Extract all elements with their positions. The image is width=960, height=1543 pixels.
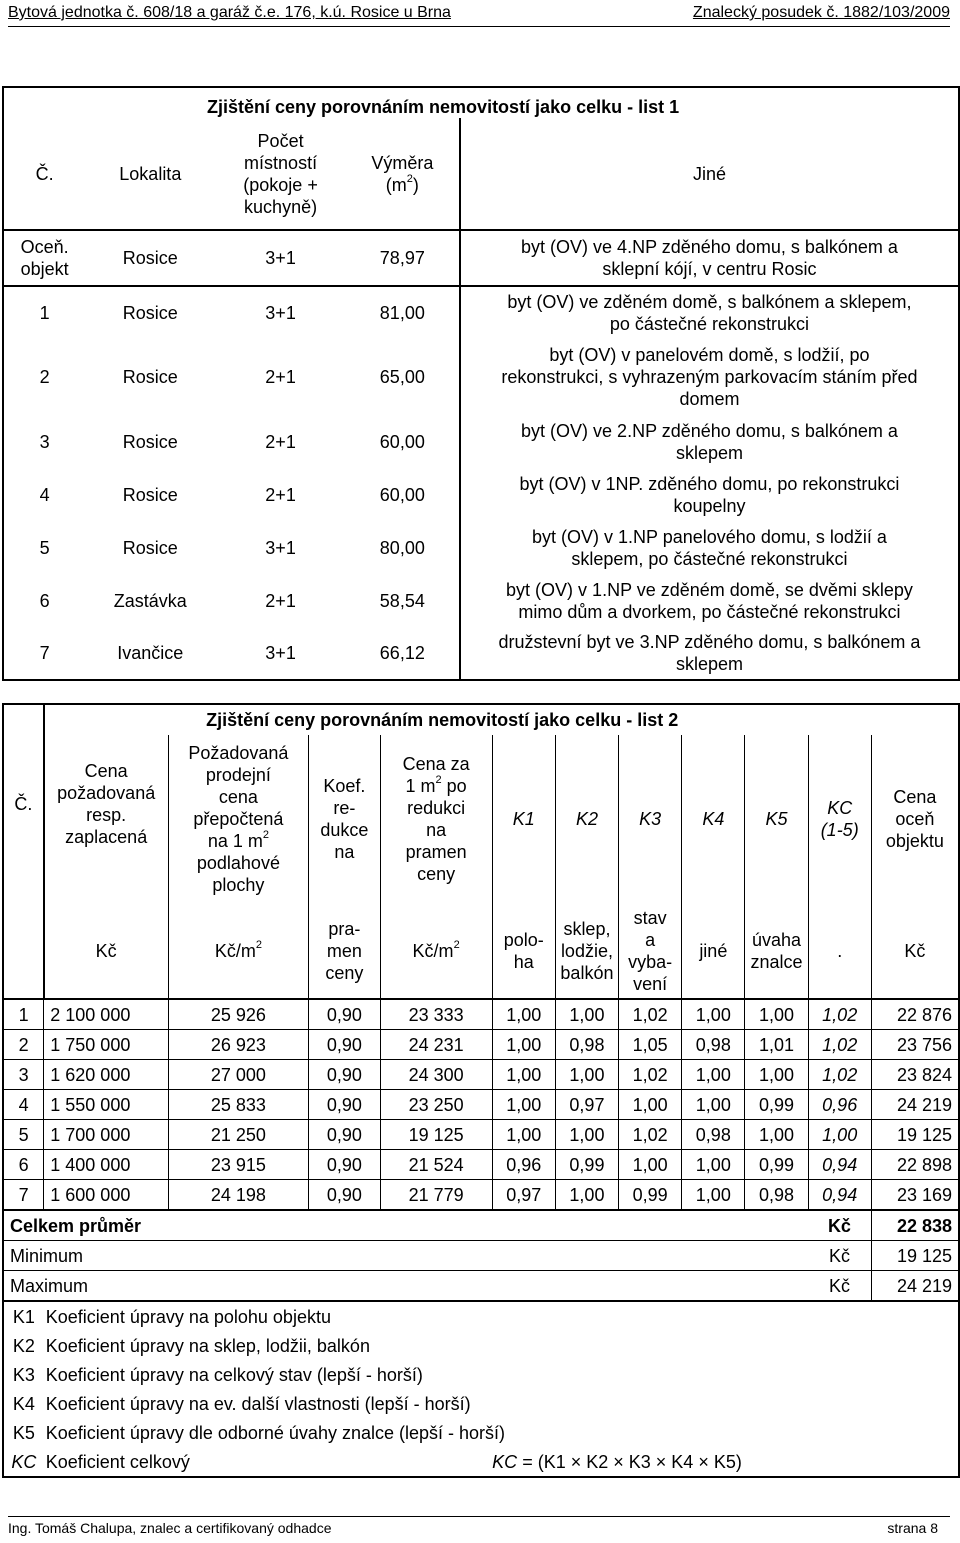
unit-part: (m [385, 174, 407, 195]
list2-cell-k1: 0,96 [492, 1150, 555, 1180]
hdr-part: po [441, 776, 467, 796]
list2-cell-ocen: 22 898 [871, 1150, 959, 1180]
summary-value: 22 838 [871, 1210, 959, 1241]
list2-row [3, 1150, 959, 1180]
hdr-line: zaplacená [65, 827, 148, 847]
hdr-line: přepočtená [193, 809, 284, 829]
legend-text: Koeficient úpravy dle odborné úvahy znalce (lepší - horší) [45, 1422, 506, 1443]
list2-cell-m2: 26 923 [168, 1030, 309, 1060]
header-title: Bytová jednotka č. 608/18 a garáž č.e. 176, k.ú. Rosice u Brna [8, 4, 451, 21]
unit-line: vení [633, 973, 668, 994]
unit-k5 [745, 903, 808, 999]
unit-line: a [645, 929, 656, 950]
list2-cell-ocen: 23 169 [871, 1180, 959, 1211]
list2-cell-k1: 1,00 [492, 1120, 555, 1150]
list2-cell-k4: 0,98 [682, 1120, 745, 1150]
list2-cell-red: 24 300 [380, 1060, 492, 1090]
list1-row-vymera: 60,00 [379, 484, 425, 505]
unit-sup: 2 [255, 938, 262, 951]
summary-label: Minimum [3, 1241, 808, 1271]
list2-cell-k5: 1,00 [745, 999, 808, 1030]
unit-k3 [619, 903, 682, 999]
hdr-line: Požadovaná [188, 743, 289, 763]
hdr-line: na [334, 842, 355, 862]
list2-row [3, 999, 959, 1030]
list1-row-jine-line: byt (OV) ve 2.NP zděného domu, s balkónem a [521, 420, 898, 441]
list1-header-jine: Jiné [460, 118, 959, 230]
list1-row-lokalita: Ivančice [117, 643, 184, 663]
list2-cell-k4: 0,98 [682, 1030, 745, 1060]
list2-header-cena-ocen [871, 735, 959, 903]
list2-header-koef [309, 735, 380, 903]
list1-row-jine-line: sklepem, po částečné rekonstrukci [571, 548, 848, 569]
list1-subject-row [3, 230, 959, 286]
comparison-table-list-1 [2, 86, 960, 681]
list2-cell-koef: 0,90 [309, 1120, 380, 1150]
list2-cell-cena: 1 550 000 [44, 1090, 168, 1120]
subject-jine-line: byt (OV) ve 4.NP zděného domu, s balkónem a [521, 237, 898, 257]
list2-cell-c: 5 [3, 1120, 44, 1150]
subject-lokalita: Rosice [85, 230, 215, 286]
legend-code: K3 [12, 1364, 35, 1385]
formula-kc: KC [492, 1451, 518, 1472]
list1-row-lokalita: Rosice [122, 431, 178, 452]
unit-k1 [492, 903, 555, 999]
list2-cell-cena: 1 620 000 [44, 1060, 168, 1090]
list1-row [3, 468, 959, 521]
hdr-line: cena [218, 787, 258, 807]
footer-page-number: strana 8 [887, 1520, 938, 1536]
list2-cell-m2: 21 250 [168, 1120, 309, 1150]
legend-text: Koeficient úpravy na celkový stav (lepší - horší) [45, 1364, 423, 1385]
list2-cell-koef: 0,90 [309, 1060, 380, 1090]
list1-row-lokalita: Zastávka [113, 590, 187, 611]
unit-part: Kč/m [412, 940, 454, 961]
summary-unit: Kč [808, 1271, 871, 1302]
list1-row [3, 286, 959, 339]
unit-ocen: Kč [871, 903, 959, 999]
unit-line: balkón [560, 962, 614, 983]
legend-text: Koeficient celkový [45, 1451, 190, 1472]
unit-part: Kč/m [214, 940, 256, 961]
list1-row-jine-line: koupelny [673, 495, 746, 516]
header-report-number: Znalecký posudek č. 1882/103/2009 [692, 4, 950, 21]
hdr-line: oceň [895, 809, 935, 829]
unit-line: polo- [503, 929, 544, 950]
list2-cell-k5: 1,00 [745, 1120, 808, 1150]
list1-row-vymera: 60,00 [379, 431, 425, 452]
hdr-line: (1-5) [820, 820, 859, 840]
subject-vymera: 78,97 [346, 230, 460, 286]
unit-c [3, 903, 44, 999]
legend-code: KC [11, 1451, 37, 1472]
list1-row-c: 4 [39, 484, 50, 505]
list2-cell-ocen: 22 876 [871, 999, 959, 1030]
list2-cell-k4: 1,00 [682, 1150, 745, 1180]
list1-row-jine-line: byt (OV) v 1.NP panelového domu, s lodžií a [532, 526, 887, 547]
legend-text: Koeficient úpravy na ev. další vlastnosti (lepší - horší) [45, 1393, 471, 1414]
list2-row [3, 1060, 959, 1090]
list1-row-jine [460, 339, 959, 415]
unit-kcm2-red [380, 903, 492, 999]
summary-unit: Kč [808, 1241, 871, 1271]
list2-cell-k5: 1,00 [745, 1060, 808, 1090]
hdr-sup: 2 [435, 774, 442, 786]
hdr-line: prodejní [205, 765, 271, 785]
list2-cell-red: 19 125 [380, 1120, 492, 1150]
list2-units-row [3, 903, 959, 999]
list2-cell-k1: 1,00 [492, 1030, 555, 1060]
list1-row-jine-line: byt (OV) v 1NP. zděného domu, po rekonstrukci [519, 473, 900, 494]
list1-row-jine [460, 574, 959, 627]
list1-row-c: 6 [39, 590, 50, 611]
list2-cell-c: 2 [3, 1030, 44, 1060]
subject-c [3, 230, 85, 286]
unit-line: stav [633, 907, 667, 928]
list1-header-lokalita: Lokalita [85, 118, 215, 230]
list2-cell-red: 21 779 [380, 1180, 492, 1211]
list2-cell-k2: 1,00 [555, 1180, 618, 1211]
list2-cell-k5: 0,99 [745, 1150, 808, 1180]
list1-row-c: 5 [39, 537, 50, 558]
hdr-line: re- [333, 798, 356, 818]
list2-header-pozadovana [168, 735, 309, 903]
legend-row [3, 1331, 959, 1360]
list1-row-pocet: 2+1 [265, 431, 296, 452]
list2-cell-c: 7 [3, 1180, 44, 1211]
unit-line: ceny [325, 962, 364, 983]
list2-cell-k2: 0,98 [555, 1030, 618, 1060]
footer-author: Ing. Tomáš Chalupa, znalec a certifikovaný odhadce [8, 1520, 332, 1536]
hdr-line: Cena za [402, 754, 470, 774]
hdr-sup: 2 [262, 829, 269, 841]
list1-row-jine [460, 627, 959, 680]
legend-row [3, 1360, 959, 1389]
list2-cell-koef: 0,90 [309, 999, 380, 1030]
list2-summary-row [3, 1210, 959, 1241]
list2-cell-k5: 1,01 [745, 1030, 808, 1060]
list2-cell-k2: 1,00 [555, 1120, 618, 1150]
list2-cell-cena: 1 600 000 [44, 1180, 168, 1211]
legend-code: K5 [12, 1422, 35, 1443]
list2-cell-k3: 1,02 [619, 999, 682, 1030]
list1-header-vymera-unit [346, 174, 459, 196]
list2-cell-koef: 0,90 [309, 1030, 380, 1060]
list2-cell-k3: 1,02 [619, 1060, 682, 1090]
list1-row-vymera: 58,54 [379, 590, 425, 611]
hdr-line: ceny [417, 864, 456, 884]
legend-text: Koeficient úpravy na polohu objektu [44, 1301, 959, 1331]
list2-summary-row [3, 1241, 959, 1271]
list2-title: Zjištění ceny porovnáním nemovitostí jako celku - list 2 [206, 710, 679, 730]
summary-label: Maximum [3, 1271, 808, 1302]
list2-row [3, 1180, 959, 1211]
unit-line: lodžie, [560, 940, 613, 961]
subject-jine [460, 230, 959, 286]
list2-cell-m2: 25 833 [168, 1090, 309, 1120]
footer-rule [8, 1516, 950, 1517]
summary-value: 19 125 [871, 1241, 959, 1271]
hdr-line: plochy [212, 875, 265, 895]
list2-cell-koef: 0,90 [309, 1090, 380, 1120]
list2-cell-ocen: 24 219 [871, 1090, 959, 1120]
unit-sup: 2 [453, 938, 460, 951]
legend-row-kc [3, 1447, 959, 1477]
summary-unit: Kč [808, 1210, 871, 1241]
hdr-line: podlahové [196, 853, 280, 873]
list2-cell-cena: 1 400 000 [44, 1150, 168, 1180]
list2-cell-cena: 2 100 000 [44, 999, 168, 1030]
list1-row-jine-line: domem [679, 389, 740, 409]
hdr-line: požadovaná [57, 783, 156, 803]
list1-row-jine [460, 468, 959, 521]
list2-cell-k5: 0,99 [745, 1090, 808, 1120]
list2-cell-kc: 0,94 [808, 1180, 871, 1211]
list1-row-jine-line: sklepem [675, 442, 743, 463]
legend-code: K2 [12, 1335, 35, 1356]
list1-row-vymera: 81,00 [379, 303, 425, 323]
list2-header-k3: K3 [619, 735, 682, 903]
list1-row-pocet: 2+1 [265, 367, 296, 387]
list2-row [3, 1090, 959, 1120]
list2-cell-ocen: 23 756 [871, 1030, 959, 1060]
legend-code: K1 [3, 1301, 44, 1331]
list2-cell-koef: 0,90 [309, 1180, 380, 1211]
list1-row-jine-line: sklepem [675, 654, 743, 674]
header-rule [8, 26, 950, 27]
list1-row [3, 627, 959, 680]
list2-cell-k1: 0,97 [492, 1180, 555, 1211]
hdr-line: KC [827, 798, 853, 818]
subject-pocet: 3+1 [215, 230, 345, 286]
list2-cell-m2: 27 000 [168, 1060, 309, 1090]
hdr-line: dukce [320, 820, 369, 840]
list1-header-pocet [215, 118, 345, 230]
list2-cell-k1: 1,00 [492, 1060, 555, 1090]
list1-title: Zjištění ceny porovnáním nemovitostí jako celku - list 1 [207, 97, 680, 117]
unit-k2 [555, 903, 618, 999]
list1-row-pocet: 3+1 [265, 537, 296, 558]
list1-row-jine-line: rekonstrukci, s vyhrazeným parkovacím stáním před [501, 367, 918, 387]
list2-cell-kc: 1,02 [808, 1060, 871, 1090]
unit-part: ) [412, 174, 419, 195]
unit-k4: jiné [682, 903, 745, 999]
list2-cell-k4: 1,00 [682, 1090, 745, 1120]
list1-row [3, 415, 959, 468]
list2-cell-k2: 1,00 [555, 999, 618, 1030]
list2-cell-k4: 1,00 [682, 1180, 745, 1211]
list1-row-lokalita: Rosice [122, 303, 178, 323]
list2-cell-m2: 25 926 [168, 999, 309, 1030]
list2-cell-k1: 1,00 [492, 1090, 555, 1120]
list1-header-vymera [346, 118, 460, 230]
list2-cell-m2: 24 198 [168, 1180, 309, 1211]
list2-cell-cena: 1 750 000 [44, 1030, 168, 1060]
legend-row [3, 1389, 959, 1418]
subject-c-line: Oceň. [20, 237, 69, 257]
hdr-line: Cena [84, 761, 128, 781]
list1-row-jine [460, 521, 959, 574]
unit-pramen [309, 903, 380, 999]
formula-expression: = (K1 × K2 × K3 × K4 × K5) [522, 1451, 742, 1472]
list2-cell-red: 23 250 [380, 1090, 492, 1120]
list2-cell-k3: 1,02 [619, 1120, 682, 1150]
list2-cell-k2: 1,00 [555, 1060, 618, 1090]
list1-row-lokalita: Rosice [122, 484, 178, 505]
list2-header-kc [808, 735, 871, 903]
hdr-line: objektu [885, 831, 944, 851]
list1-header-pocet-line: místností [244, 152, 318, 173]
list1-row-pocet: 2+1 [265, 590, 296, 611]
list1-header-pocet-line: Počet [257, 130, 304, 151]
hdr-line: resp. [86, 805, 127, 825]
unit-kcm2 [168, 903, 309, 999]
unit-line: znalce [750, 951, 803, 972]
list2-cell-ocen: 23 824 [871, 1060, 959, 1090]
list2-header-cena [44, 704, 168, 903]
legend-row [3, 1301, 959, 1331]
list1-row-jine [460, 286, 959, 339]
list1-row-lokalita: Rosice [122, 537, 178, 558]
list1-row [3, 574, 959, 627]
list2-cell-c: 4 [3, 1090, 44, 1120]
list1-row-jine [460, 415, 959, 468]
summary-label: Celkem průměr [3, 1210, 808, 1241]
subject-jine-line: sklepní kójí, v centru Rosic [602, 259, 817, 279]
list1-row-vymera: 80,00 [379, 537, 425, 558]
hdr-line: redukci [407, 798, 466, 818]
list1-row-c: 7 [39, 643, 50, 663]
list1-row-jine-line: byt (OV) ve zděném domě, s balkónem a sklepem, [507, 292, 912, 312]
list2-cell-k5: 0,98 [745, 1180, 808, 1211]
unit-kc15: . [808, 903, 871, 999]
list2-cell-koef: 0,90 [309, 1150, 380, 1180]
list2-cell-red: 23 333 [380, 999, 492, 1030]
list2-cell-red: 24 231 [380, 1030, 492, 1060]
list2-cell-c: 6 [3, 1150, 44, 1180]
list2-cell-k2: 0,97 [555, 1090, 618, 1120]
list2-header-cena-za-m2 [380, 735, 492, 903]
legend-formula [492, 1447, 959, 1477]
list2-header-k5: K5 [745, 735, 808, 903]
list2-cell-k2: 0,99 [555, 1150, 618, 1180]
list2-row [3, 1030, 959, 1060]
list2-row [3, 1120, 959, 1150]
unit-line: úvaha [751, 929, 802, 950]
hdr-part: 1 m [405, 776, 436, 796]
hdr-line: na [426, 820, 447, 840]
list2-summary-row [3, 1271, 959, 1302]
unit-line: men [326, 940, 362, 961]
list2-cell-c: 3 [3, 1060, 44, 1090]
list2-header-k4: K4 [682, 735, 745, 903]
list1-row-vymera: 65,00 [379, 367, 425, 387]
list1-row-jine-line: byt (OV) v panelovém domě, s lodžií, po [549, 345, 870, 365]
unit-line: pra- [328, 918, 361, 939]
legend-code: K4 [12, 1393, 35, 1414]
list2-cell-k4: 1,00 [682, 999, 745, 1030]
list2-cell-kc: 0,96 [808, 1090, 871, 1120]
list1-row-pocet: 2+1 [265, 484, 296, 505]
list2-header-c: Č. [14, 794, 33, 814]
list2-header-k1: K1 [492, 735, 555, 903]
hdr-line: Koef. [323, 776, 366, 796]
hdr-part: na 1 m [207, 831, 263, 851]
list2-cell-kc: 0,94 [808, 1150, 871, 1180]
hdr-line: Cena [893, 787, 937, 807]
list1-row-jine-line: družstevní byt ve 3.NP zděného domu, s balkónem a [498, 632, 921, 652]
unit-sup: 2 [406, 172, 413, 185]
legend-row [3, 1418, 959, 1447]
hdr-line [381, 775, 492, 797]
list1-header-pocet-line: kuchyně) [244, 196, 318, 217]
list1-row-pocet: 3+1 [265, 643, 296, 663]
list1-row-c: 3 [39, 431, 50, 452]
list2-cell-kc: 1,02 [808, 1030, 871, 1060]
unit-line: ha [513, 951, 534, 972]
list2-cell-kc: 1,00 [808, 1120, 871, 1150]
unit-line: sklep, [563, 918, 611, 939]
list1-header-vymera-label: Výměra [371, 152, 434, 173]
hdr-line [169, 830, 309, 852]
summary-value: 24 219 [871, 1271, 959, 1302]
list2-cell-k3: 1,00 [619, 1150, 682, 1180]
list1-header-pocet-line: (pokoje + [243, 174, 318, 195]
list1-row [3, 339, 959, 415]
unit-line: vyba- [628, 951, 673, 972]
comparison-table-list-2 [2, 703, 960, 1478]
list2-cell-m2: 23 915 [168, 1150, 309, 1180]
list2-cell-kc: 1,02 [808, 999, 871, 1030]
list2-cell-k1: 1,00 [492, 999, 555, 1030]
list2-cell-k3: 0,99 [619, 1180, 682, 1211]
hdr-line: pramen [405, 842, 467, 862]
list1-row-c: 1 [39, 303, 50, 323]
subject-c-line: objekt [20, 259, 69, 279]
list2-header-k2: K2 [555, 735, 618, 903]
page-header [8, 4, 950, 24]
list1-row-vymera: 66,12 [379, 643, 425, 663]
list1-row-c: 2 [39, 367, 50, 387]
list1-row-jine-line: mimo dům a dvorkem, po částečné rekonstrukci [518, 601, 901, 622]
list2-cell-c: 1 [3, 999, 44, 1030]
list2-cell-k4: 1,00 [682, 1060, 745, 1090]
list1-row-pocet: 3+1 [265, 303, 296, 323]
list1-row [3, 521, 959, 574]
legend-text: Koeficient úpravy na sklep, lodžii, balkón [45, 1335, 370, 1356]
list2-cell-ocen: 19 125 [871, 1120, 959, 1150]
unit-cena: Kč [44, 903, 168, 999]
list2-cell-cena: 1 700 000 [44, 1120, 168, 1150]
list1-row-jine-line: po částečné rekonstrukci [609, 314, 810, 334]
list2-cell-k3: 1,05 [619, 1030, 682, 1060]
list1-header-c: Č. [3, 118, 85, 230]
list1-row-jine-line: byt (OV) v 1.NP ve zděném domě, se dvěmi sklepy [506, 579, 913, 600]
list2-cell-k3: 1,00 [619, 1090, 682, 1120]
list2-cell-red: 21 524 [380, 1150, 492, 1180]
list1-row-lokalita: Rosice [122, 367, 178, 387]
